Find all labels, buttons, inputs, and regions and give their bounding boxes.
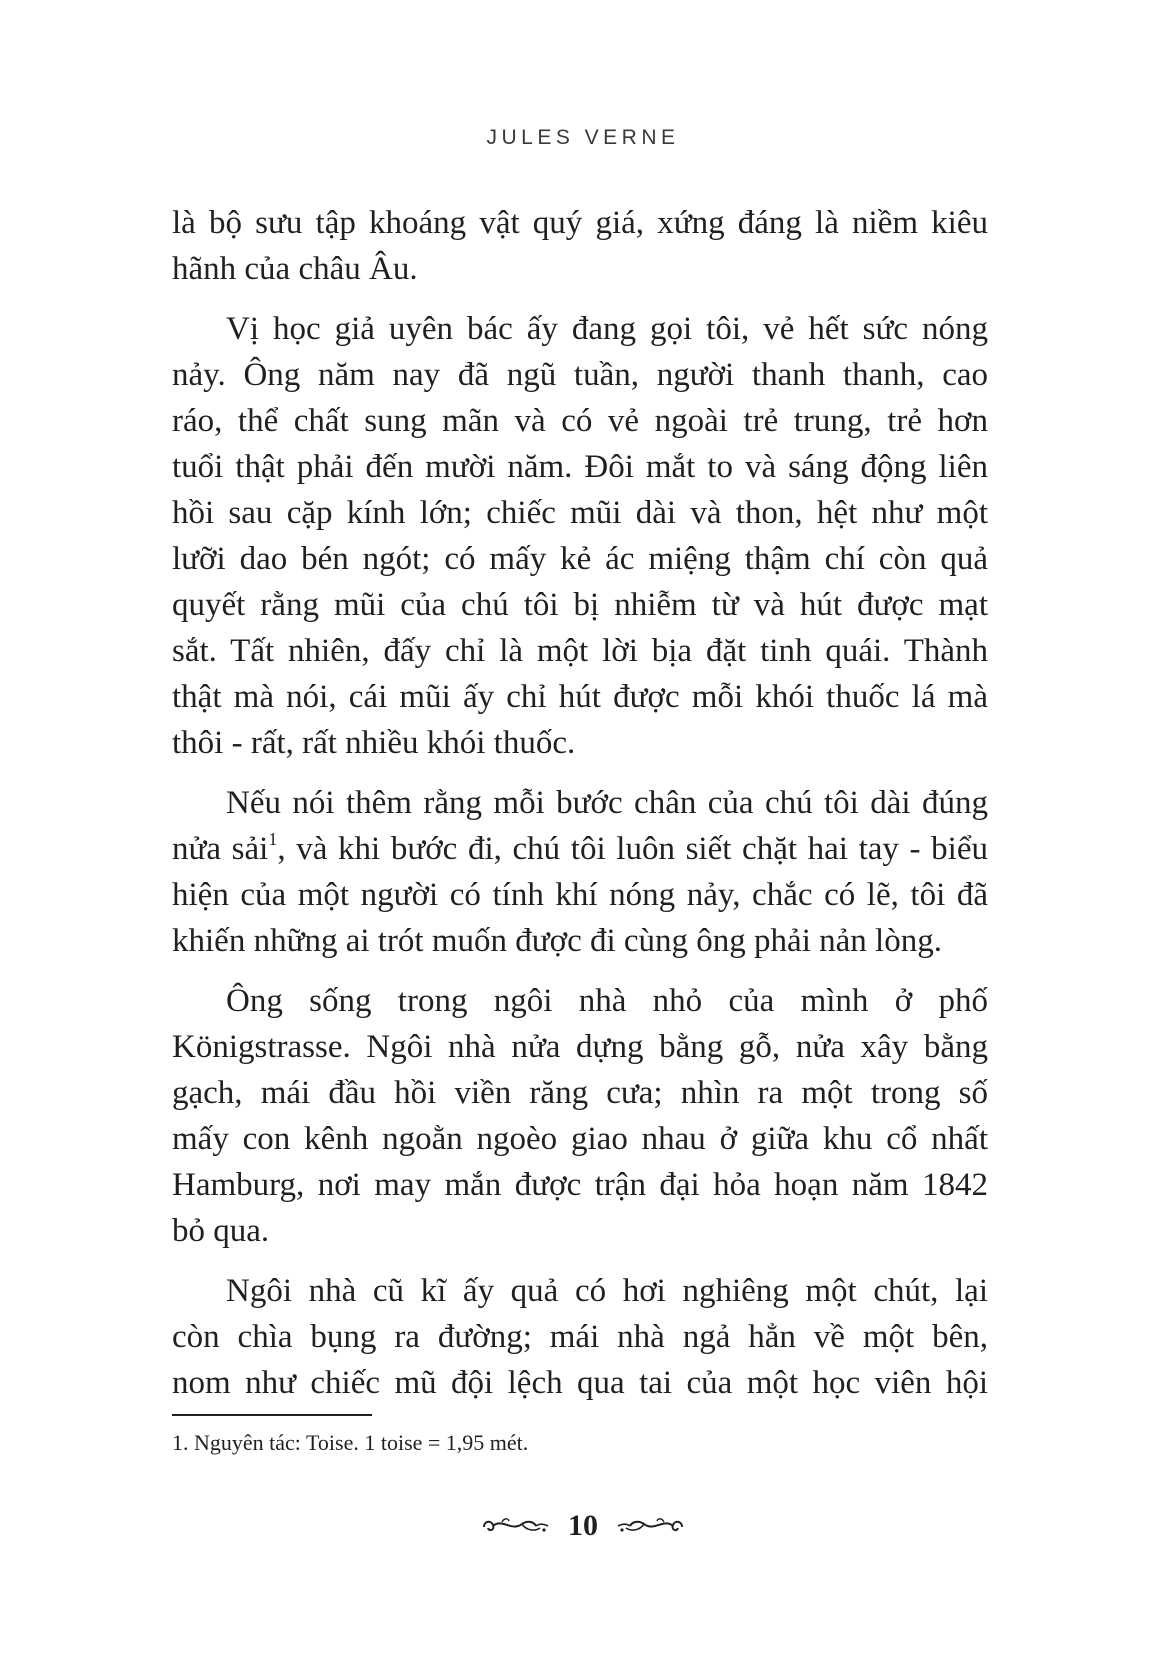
- text-line-with-footnote: [172, 826, 988, 872]
- text-line: mấy con kênh ngoằn ngoèo giao nhau ở giữa khu cổ nhất: [172, 1121, 988, 1157]
- paragraph-1: [172, 200, 988, 292]
- page-footer: [0, 1504, 1166, 1548]
- body-text: [172, 200, 988, 1406]
- text-line: Königstrasse. Ngôi nhà nửa dựng bằng gỗ, nửa xây bằng: [172, 1029, 988, 1065]
- paragraph-2: [172, 306, 988, 766]
- text-line: gạch, mái đầu hồi viền răng cưa; nhìn ra một trong số: [172, 1075, 988, 1111]
- text-line: là bộ sưu tập khoáng vật quý giá, xứng đáng là niềm kiêu: [172, 205, 988, 241]
- page-number: 10: [568, 1509, 598, 1542]
- text-line: Ông sống trong ngôi nhà nhỏ của mình ở phố: [226, 983, 988, 1019]
- text-line: quyết rằng mũi của chú tôi bị nhiễm từ và hút được mạt: [172, 587, 988, 623]
- text-line: nom như chiếc mũ đội lệch qua tai của một học viên hội: [172, 1365, 988, 1401]
- text-line: khiến những ai trót muốn được đi cùng ông phải nản lòng.: [172, 923, 942, 959]
- text-line: Vị học giả uyên bác ấy đang gọi tôi, vẻ hết sức nóng: [226, 311, 988, 347]
- text-line: thật mà nói, cái mũi ấy chỉ hút được mỗi khói thuốc lá mà: [172, 679, 988, 715]
- text-line: Nếu nói thêm rằng mỗi bước chân của chú tôi dài đúng: [226, 785, 988, 821]
- paragraph-5: [172, 1268, 988, 1406]
- text-line: bỏ qua.: [172, 1213, 270, 1249]
- text-line: Ngôi nhà cũ kĩ ấy quả có hơi nghiêng một chút, lại: [226, 1273, 988, 1309]
- text-line: ráo, thể chất sung mãn và có vẻ ngoài trẻ trung, trẻ hơn: [172, 403, 988, 439]
- text-line: thôi - rất, rất nhiều khói thuốc.: [172, 725, 576, 761]
- text-line: hãnh của châu Âu.: [172, 251, 418, 287]
- text-line: tuổi thật phải đến mười năm. Đôi mắt to và sáng động liên: [172, 449, 988, 485]
- text-line: hiện của một người có tính khí nóng nảy, chắc có lẽ, tôi đã: [172, 877, 988, 913]
- text-line: còn chìa bụng ra đường; mái nhà ngả hẳn về một bên,: [172, 1319, 988, 1355]
- flourish-right-icon: [614, 1514, 688, 1538]
- text-line: sắt. Tất nhiên, đấy chỉ là một lời bịa đặt tinh quái. Thành: [172, 633, 988, 669]
- text-fragment: nửa sải: [172, 831, 269, 867]
- text-line: nảy. Ông năm nay đã ngũ tuần, người thanh thanh, cao: [172, 357, 988, 393]
- flourish-left-icon: [478, 1514, 552, 1538]
- running-header: JULES VERNE: [486, 126, 680, 149]
- text-line: hồi sau cặp kính lớn; chiếc mũi dài và thon, hệt như một: [172, 495, 988, 531]
- paragraph-4: [172, 978, 988, 1254]
- footnote: 1. Nguyên tác: Toise. 1 toise = 1,95 mét.: [172, 1430, 529, 1455]
- text-fragment: , và khi bước đi, chú tôi luôn siết chặt hai tay - biểu: [277, 831, 989, 867]
- text-line: Hamburg, nơi may mắn được trận đại hỏa hoạn năm 1842: [172, 1167, 988, 1203]
- paragraph-3: [172, 780, 988, 964]
- footnote-divider: [172, 1414, 372, 1416]
- footnote-marker: 1: [268, 829, 278, 849]
- text-line: lưỡi dao bén ngót; có mấy kẻ ác miệng thậm chí còn quả: [172, 541, 988, 577]
